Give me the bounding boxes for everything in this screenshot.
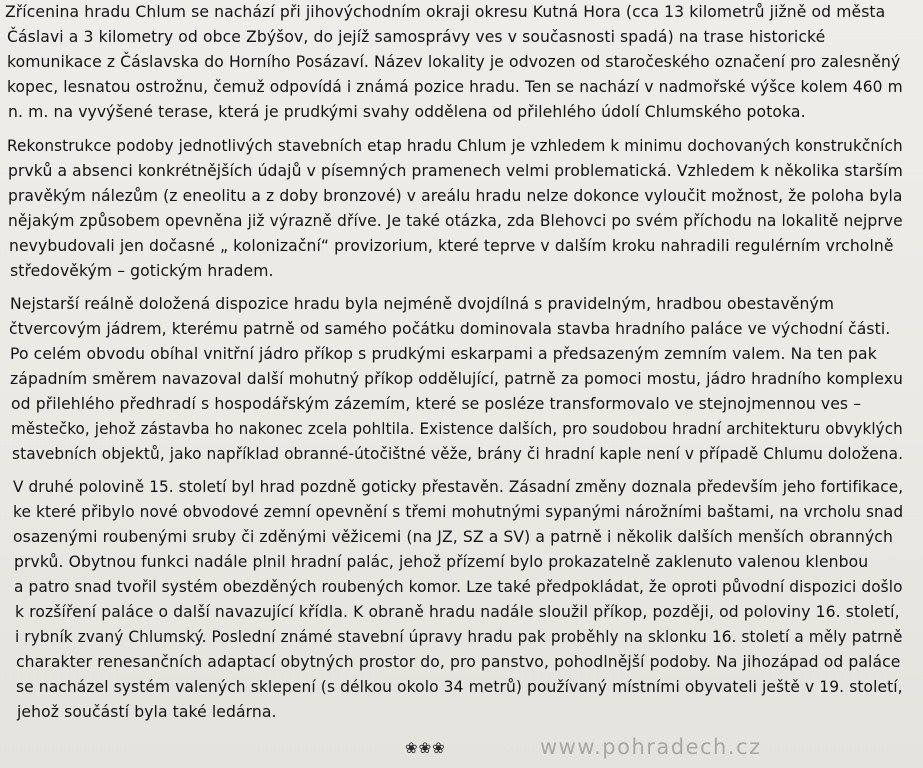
text-line: kopec, lesnatou ostrožnu, čemuž odpovídá i známá pozice hradu. Ten se nachází v nadmořské výšce kolem 460 m <box>7 78 903 96</box>
text-line: charakter renesančních adaptací obytných prostor do, pro panstvo, pohodlnější podoby. Na jihozápad od paláce <box>16 653 901 671</box>
text-line: Čáslavi a 3 kilometry od obce Zbýšov, do jejíž samosprávy ves v současnosti spadá) na trase historické <box>7 28 826 46</box>
text-line: Po celém obvodu obíhal vnitřní jádro příkop s prudkými eskarpami a předsazeným zemním valem. Na ten pak <box>10 345 877 363</box>
text-line: a patro snad tvořil systém obezděných roubených komor. Lze také předpokládat, že oproti původní dispozici došlo <box>14 578 903 596</box>
text-line: i rybník zvaný Chlumský. Poslední známé stavební úpravy hradu pak proběhly na sklonku 16. století a měly patrně <box>15 628 903 646</box>
text-line: Zřícenina hradu Chlum se nachází při jihovýchodním okraji okresu Kutná Hora (cca 13 kilometrů jižně od města <box>5 3 886 21</box>
text-line: čtvercovým jádrem, kterému patrně od samého počátku dominovala stavba hradního paláce ve východní části. <box>9 320 891 338</box>
text-line: osazenými roubenými sruby či zděnými věžicemi (na JZ, SZ a SV) a patrně i několik dalších menších obranných <box>13 528 893 546</box>
text-line: Rekonstrukce podoby jednotlivých stavebních etap hradu Chlum je vzhledem k minimu dochovaných konstrukčních <box>7 137 903 155</box>
text-line: Nejstarší reálně doložená dispozice hradu byla nejméně dvojdílná s pravidelným, hradbou obestavěným <box>10 295 835 313</box>
text-line: ke které přibylo nové obvodové zemní opevnění s třemi mohutnými sypanými nárožními baštami, na vrcholu snad <box>13 503 904 521</box>
flower-ornament-icon: ❀❀❀ <box>405 739 446 757</box>
text-line: nějakým způsobem opevněna již výrazně dříve. Je také otázka, zda Blehovci po svém příchodu na lokalitě nejprve <box>8 212 903 230</box>
website-watermark: www.pohradech.cz <box>540 735 762 759</box>
text-line: od přilehlého předhradí s hospodářským zázemím, které se posléze transformovalo ve stejnojmennou ves – <box>11 395 862 413</box>
text-line: komunikace z Čáslavska do Horního Posázaví. Název lokality je odvozen od staročeského označení pro zalesněný <box>7 53 901 71</box>
text-line: prvků a absenci konkrétnějších údajů v písemných pramenech velmi problematická. Vzhledem k několika starším <box>8 162 903 180</box>
text-line: stavebních objektů, jako například obranné-útočištné věže, brány či hradní kaple není v případě Chlumu doložena. <box>12 445 904 463</box>
text-line: západním směrem navazoval další mohutný příkop oddělující, patrně za pomoci mostu, jádro hradního komplexu <box>10 370 904 388</box>
text-line: jehož součástí byla také ledárna. <box>17 703 277 721</box>
text-line: k rozšíření paláce o další navazující křídla. K obraně hradu nadále sloužil příkop, později, od poloviny 16. století, <box>15 603 900 621</box>
text-line: prvků. Obytnou funkci nadále plnil hradní palác, jehož přízemí bylo prokazatelně zaklenuto valenou klenbou <box>14 553 869 571</box>
text-line: nevybudovali jen dočasné „ kolonizační“ provizorium, které teprve v dalším kroku nahradili regulérním vrcholně <box>9 237 894 255</box>
text-line: n. m. na vyvýšené terase, která je prudkými svahy oddělena od přilehlého údolí Chlumského potoka. <box>8 103 806 121</box>
text-line: se nacházel systém valených sklepení (s délkou okolo 34 metrů) používaný místními obyvateli ještě v 19. století, <box>16 678 903 696</box>
text-line: městečko, jehož zástavba ho nakonec zcela pohltila. Existence dalších, pro soudobou hradní architekturu obvyklých <box>11 420 903 438</box>
text-line: pravěkým nálezům (z eneolitu a z doby bronzové) v areálu hradu nelze dokonce vyloučit možnost, že poloha byla <box>8 187 903 205</box>
text-line: V druhé polovině 15. století byl hrad pozdně goticky přestavěn. Zásadní změny doznala především jeho fortifikace, <box>13 478 904 496</box>
text-line: středověkým – gotickým hradem. <box>10 262 274 280</box>
